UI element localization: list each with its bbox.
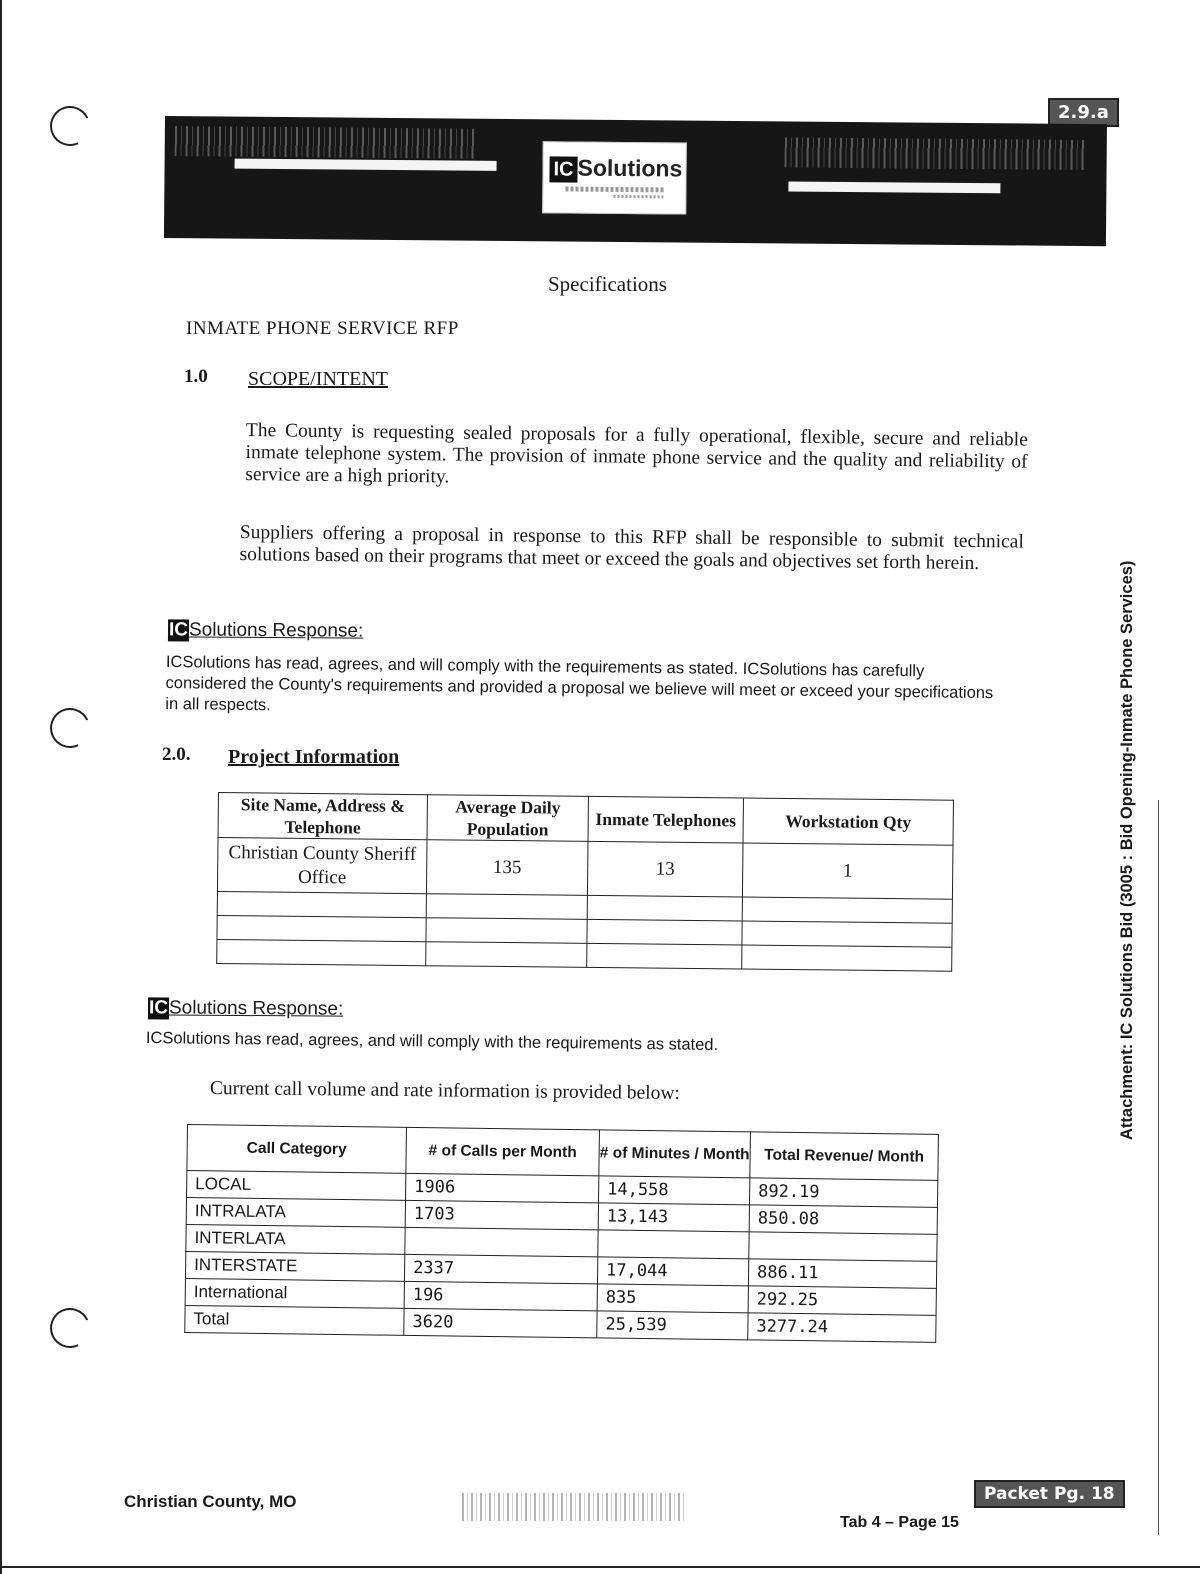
banner-texture: [175, 126, 475, 159]
table-cell: 3277.24: [748, 1313, 936, 1342]
logo-wordmark: Solutions: [577, 154, 683, 182]
table-cell: 1906: [406, 1173, 599, 1203]
table-cell: 3620: [404, 1308, 597, 1338]
table-cell: 196: [404, 1281, 597, 1311]
table-cell: INTERLATA: [186, 1224, 405, 1254]
response-heading-text: Solutions Response:: [188, 619, 364, 642]
page-left-edge: [0, 0, 2, 1574]
section-number: 2.0.: [162, 744, 191, 765]
table-cell: 892.19: [749, 1178, 937, 1207]
icsolutions-banner: [164, 116, 1107, 246]
section-title: SCOPE/INTENT: [248, 368, 388, 390]
table-cell: [426, 942, 587, 968]
table-header-row: [218, 793, 953, 846]
ic-mark: IC: [168, 619, 189, 641]
response-text: ICSolutions has read, agrees, and will comply with the requirements as stated.: [145, 1028, 719, 1054]
banner-bar-left: [235, 159, 497, 171]
table-cell: [587, 919, 742, 945]
call-volume-intro: Current call volume and rate information is provided below:: [209, 1078, 681, 1104]
table-cell: [742, 921, 952, 947]
ic-mark: IC: [148, 997, 169, 1019]
scan-artifact: [462, 1493, 687, 1521]
column-header: Inmate Telephones: [588, 796, 743, 843]
punch-hole-icon: [44, 1302, 95, 1353]
response-heading: [168, 619, 363, 642]
table-cell: [405, 1227, 598, 1257]
column-header: Workstation Qty: [743, 798, 953, 845]
icsolutions-logo: [542, 141, 687, 214]
table-cell: 14,558: [599, 1176, 750, 1205]
table-cell: [749, 1232, 937, 1261]
column-header: # of Calls per Month: [406, 1127, 600, 1176]
table-cell: 25,539: [597, 1311, 748, 1340]
table-cell: 292.25: [748, 1286, 936, 1315]
attachment-side-label: Attachment: IC Solutions Bid (3005 : Bid Opening-Inmate Phone Services): [1118, 560, 1136, 1140]
table-cell: 135: [426, 840, 588, 896]
page-bottom-edge: [0, 1566, 1200, 1568]
project-information-table: [216, 792, 954, 972]
table-cell: [217, 939, 426, 965]
rfp-title: INMATE PHONE SERVICE RFP: [186, 318, 459, 339]
call-volume-table: [184, 1124, 939, 1343]
page-stamp-top: 2.9.a: [1048, 98, 1119, 127]
suppliers-paragraph: Suppliers offering a proposal in response to this RFP shall be responsible to submit technical solutions based on their programs that meet or exceed the goals and objectives set forth herein.: [239, 522, 1024, 575]
punch-hole-icon: [44, 702, 95, 753]
table-cell: 886.11: [748, 1259, 936, 1288]
table-cell: [587, 895, 742, 921]
page-right-rule: [1158, 800, 1159, 1535]
table-cell: 2337: [404, 1254, 597, 1284]
table-cell: [426, 894, 587, 920]
logo-tagline: [565, 186, 665, 192]
table-cell: [598, 1230, 749, 1259]
column-header: Site Name, Address & Telephone: [218, 793, 427, 840]
section-title: Project Information: [228, 746, 400, 768]
table-cell: 850.08: [749, 1205, 937, 1234]
column-header: Average Daily Population: [427, 795, 588, 842]
column-header: Total Revenue/ Month: [750, 1132, 939, 1180]
response-heading: [148, 997, 343, 1020]
table-cell: INTERSTATE: [185, 1251, 404, 1281]
table-cell: [217, 915, 426, 941]
table-cell: INTRALATA: [186, 1198, 405, 1228]
table-cell: [742, 945, 952, 971]
packet-page-stamp: Packet Pg. 18: [974, 1480, 1125, 1508]
table-cell: 1: [742, 843, 953, 899]
column-header: # of Minutes / Month: [599, 1130, 751, 1178]
table-cell: 1703: [405, 1200, 598, 1230]
table-cell: [217, 891, 426, 917]
logo-tagline: [613, 195, 663, 198]
table-cell: 17,044: [597, 1257, 748, 1286]
footer-page-number: Tab 4 – Page 15: [840, 1514, 959, 1531]
banner-texture: [785, 137, 1085, 170]
page-heading: Specifications: [548, 272, 667, 296]
scope-paragraph: The County is requesting sealed proposals for a fully operational, flexible, secure and reliable inmate telephone system. The provision of inmate phone service and the quality and reliability of service are a high priority.: [245, 420, 1028, 488]
response-heading-text: Solutions Response:: [168, 997, 344, 1020]
table-cell: 13: [587, 841, 743, 897]
logo-ic-mark: IC: [549, 156, 577, 182]
banner-bar-right: [788, 181, 1000, 193]
table-cell: LOCAL: [187, 1171, 406, 1201]
response-text: ICSolutions has read, agrees, and will comply with the requirements as stated. ICSolutions has carefully considered the County's requirements and provided a proposal we believe will meet or exceed your specifications in all respects.: [165, 652, 994, 715]
table-cell: [742, 897, 952, 923]
table-cell: International: [185, 1278, 404, 1308]
table-cell: [426, 918, 587, 944]
section-number: 1.0: [184, 366, 208, 387]
table-row: [217, 838, 953, 900]
footer-county: Christian County, MO: [124, 1492, 297, 1511]
punch-hole-icon: [44, 100, 95, 151]
table-cell: 835: [597, 1284, 748, 1313]
column-header: Call Category: [187, 1125, 407, 1174]
table-cell: Christian County Sheriff Office: [217, 838, 427, 894]
table-cell: Total: [185, 1305, 404, 1335]
table-cell: 13,143: [598, 1203, 749, 1232]
table-cell: [587, 943, 742, 969]
